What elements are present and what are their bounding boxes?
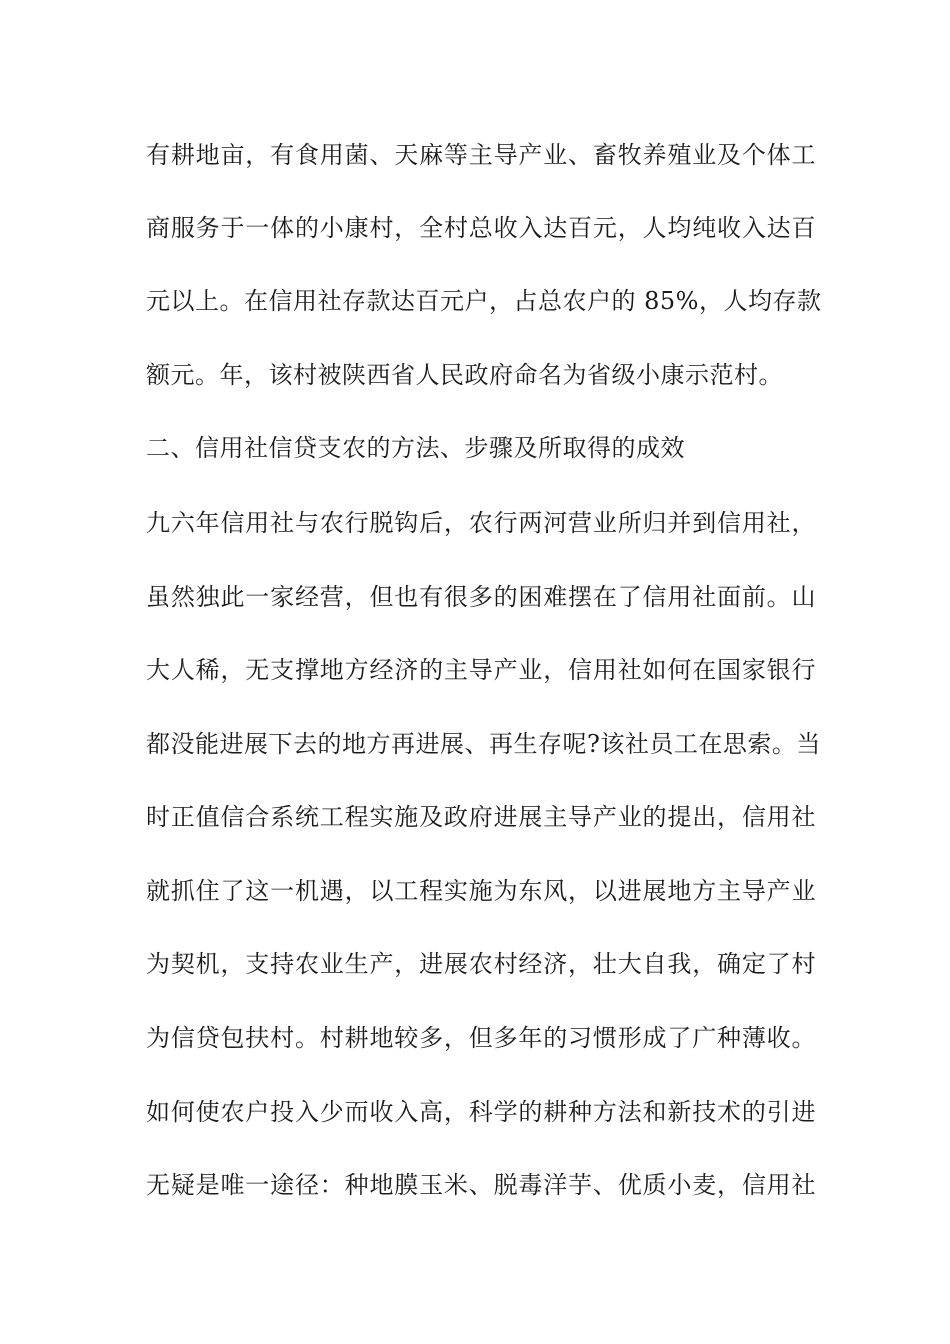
paragraph-line: 为契机，支持农业生产，进展农村经济，壮大自我，确定了村 bbox=[146, 950, 816, 978]
paragraph-line: 有耕地亩，有食用菌、天麻等主导产业、畜牧养殖业及个体工 bbox=[146, 141, 816, 169]
paragraph-line: 时正值信合系统工程实施及政府进展主导产业的提出，信用社 bbox=[146, 803, 816, 831]
paragraph-line: 如何使农户投入少而收入高，科学的耕种方法和新技术的引进 bbox=[146, 1098, 816, 1126]
paragraph-line: 大人稀，无支撑地方经济的主导产业，信用社如何在国家银行 bbox=[146, 656, 816, 684]
paragraph-line: 虽然独此一家经营，但也有很多的困难摆在了信用社面前。山 bbox=[146, 583, 816, 611]
paragraph-line: 为信贷包扶村。村耕地较多，但多年的习惯形成了广种薄收。 bbox=[146, 1024, 816, 1052]
paragraph-line: 都没能进展下去的地方再进展、再生存呢?该社员工在思索。当 bbox=[146, 730, 821, 758]
paragraph-line: 额元。年，该村被陕西省人民政府命名为省级小康示范村。 bbox=[146, 361, 783, 389]
section-heading: 二、信用社信贷支农的方法、步骤及所取得的成效 bbox=[146, 434, 685, 462]
paragraph-line: 无疑是唯一途径：种地膜玉米、脱毒洋芋、优质小麦，信用社 bbox=[146, 1171, 816, 1199]
paragraph-line: 九六年信用社与农行脱钩后，农行两河营业所归并到信用社， bbox=[146, 509, 816, 537]
paragraph-line: 商服务于一体的小康村，全村总收入达百元，人均纯收入达百 bbox=[146, 214, 816, 242]
paragraph-line: 就抓住了这一机遇，以工程实施为东风，以进展地方主导产业 bbox=[146, 877, 816, 905]
paragraph-line: 元以上。在信用社存款达百元户，占总农户的 85%，人均存款 bbox=[146, 287, 822, 315]
